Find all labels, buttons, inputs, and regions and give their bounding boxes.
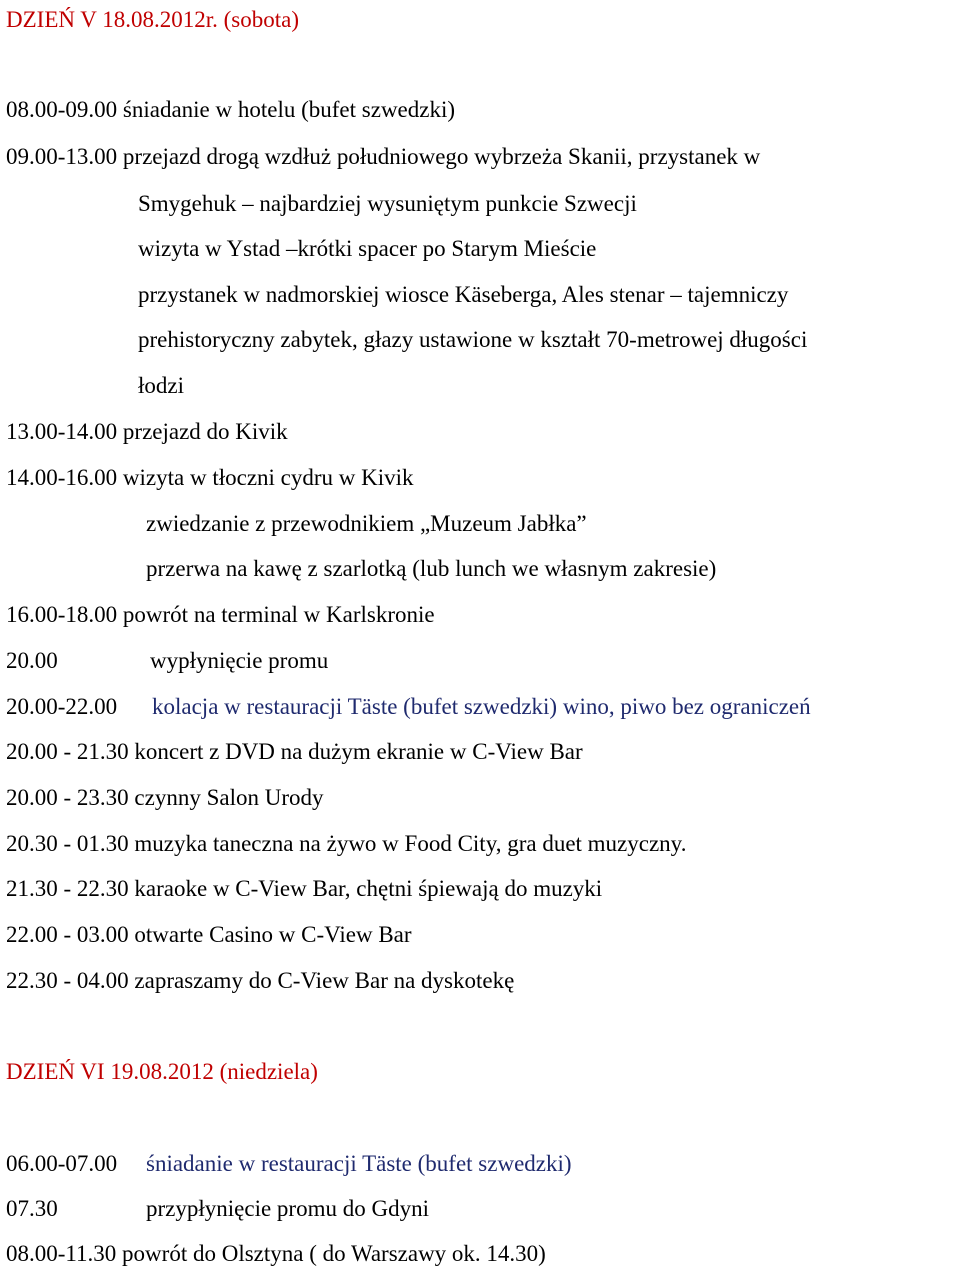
day6-heading: DZIEŃ VI 19.08.2012 (niedziela) [6,1059,318,1084]
day6-breakfast-text: śniadanie w restauracji Täste (bufet szwedzki) [146,1151,572,1176]
day5-karaoke: 21.30 - 22.30 karaoke w C-View Bar, chętni śpiewają do muzyki [6,876,603,901]
day5-cider-line2: zwiedzanie z przewodnikiem „Muzeum Jabłka” [146,511,587,536]
day5-drive-line1: 09.00-13.00 przejazd drogą wzdłuż południowego wybrzeża Skanii, przystanek w [6,144,761,169]
day5-drive-line3: wizyta w Ystad –krótki spacer po Starym Mieście [138,236,597,261]
day5-drive-line5: prehistoryczny zabytek, głazy ustawione w kształt 70-metrowej długości [138,327,808,352]
day5-drive-line4: przystanek w nadmorskiej wiosce Käseberga, Ales stenar – tajemniczy [138,282,789,307]
day5-concert: 20.00 - 21.30 koncert z DVD na dużym ekranie w C-View Bar [6,739,583,764]
day5-disco: 22.30 - 04.00 zapraszamy do C-View Bar na dyskotekę [6,968,515,993]
day5-drive-line6: łodzi [138,373,184,398]
day5-breakfast: 08.00-09.00 śniadanie w hotelu (bufet szwedzki) [6,97,456,122]
day5-dinner-time: 20.00-22.00 [6,694,118,719]
day6-arrival-text: przypłynięcie promu do Gdyni [146,1196,429,1221]
day6-breakfast-time: 06.00-07.00 [6,1151,118,1176]
day5-kivik-drive: 13.00-14.00 przejazd do Kivik [6,419,288,444]
day5-ferry [6,647,58,675]
day6-return-home: 08.00-11.30 powrót do Olsztyna ( do Warszawy ok. 14.30) [6,1241,546,1266]
day5-dinner-text: kolacja w restauracji Täste (bufet szwedzki) wino, piwo bez ograniczeń [152,694,811,719]
day5-return-terminal: 16.00-18.00 powrót na terminal w Karlskronie [6,602,435,627]
day5-cider-line1: 14.00-16.00 wizyta w tłoczni cydru w Kivik [6,465,414,490]
day5-casino: 22.00 - 03.00 otwarte Casino w C-View Bar [6,922,412,947]
day5-ferry-time: 20.00 [6,648,58,673]
day5-salon: 20.00 - 23.30 czynny Salon Urody [6,785,324,810]
day5-music: 20.30 - 01.30 muzyka taneczna na żywo w Food City, gra duet muzyczny. [6,831,687,856]
day5-heading: DZIEŃ V 18.08.2012r. (sobota) [6,7,300,32]
day6-arrival-time: 07.30 [6,1196,58,1221]
day5-drive-line2: Smygehuk – najbardziej wysuniętym punkcie Szwecji [138,191,637,216]
day5-ferry-text: wypłynięcie promu [150,648,329,673]
day5-cider-line3: przerwa na kawę z szarlotką (lub lunch we własnym zakresie) [146,556,717,581]
